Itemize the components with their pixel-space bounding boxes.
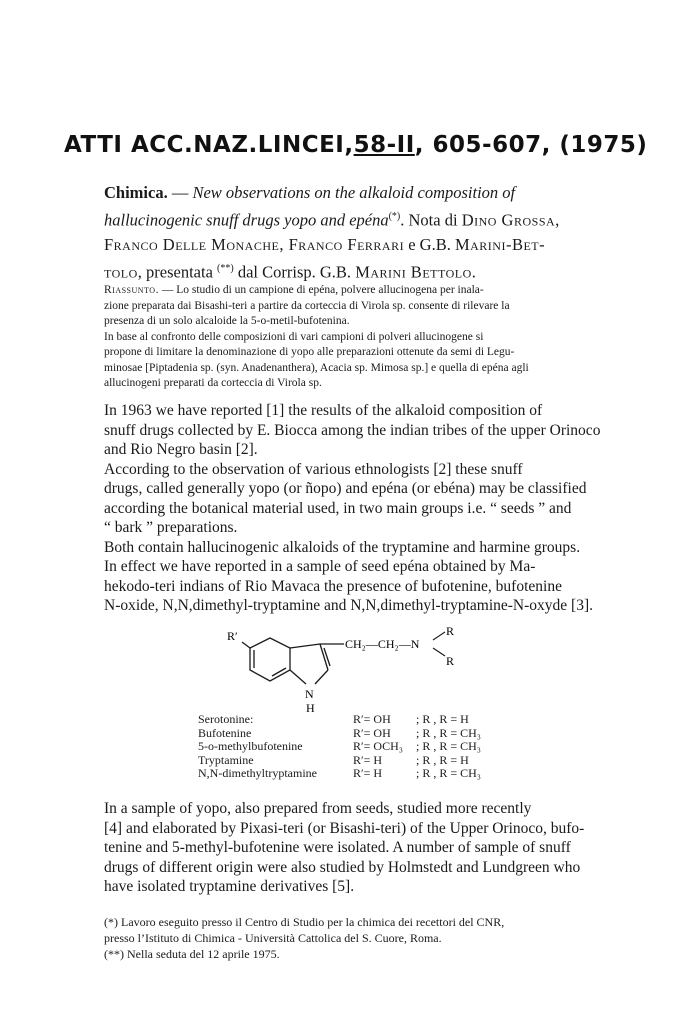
title-part-2: hallucinogenic snuff drugs yopo and epéna [104,210,389,230]
riassunto-line [104,283,620,299]
body-line: drugs of different origin were also studied by Holmstedt and Lundgreen who [104,858,581,876]
side-chain-label: CH₂—CH₂—N [345,637,420,651]
body-line: tenine and 5-methyl-bufotenine were isolated. A number of sample of snuff [104,839,571,856]
r-value: ; R , R = CH₃ [416,739,481,753]
author-4: e G.B. [404,234,455,254]
heading-line-2 [104,205,624,233]
table-row [198,754,481,768]
body-line: [4] and elaborated by Pixasi-teri (or Bisashi-teri) of the Upper Orinoco, bufo- [104,819,585,837]
heading-line-4 [104,257,624,285]
amine-bonds [433,632,445,656]
r-value: ; R , R = CH₃ [416,766,481,780]
r-prime-label: R′ [227,629,238,643]
r-top-label: R [446,626,455,638]
r-prime-value: R′= H [353,752,383,767]
body-line: and Rio Negro basin [2]. [104,441,258,458]
body-text-2 [104,799,620,897]
body-line: snuff drugs collected by E. Biocca among the indian tribes of the upper Orinoco [104,421,601,439]
riassunto-abstract [104,283,620,392]
body-line: have isolated tryptamine derivatives [5]. [104,878,355,895]
r-prime-value: R′= OCH₃ [353,739,403,753]
nota-di: . Nota di [400,210,462,230]
table-row [198,727,481,741]
riassunto-line: presenza di un solo alcaloide la 5-o-metil-bufotenina. [104,315,350,327]
table-row [198,713,481,727]
hw-volume: 58-II [353,132,415,158]
r-bottom-label: R [446,654,455,668]
riassunto-text: — Lo studio di un campione di epéna, polvere allucinogena per inala- [158,284,484,296]
heading-line-3 [104,233,624,257]
footnote-mark-1: (*) [388,211,401,222]
r-prime-value: R′= H [353,766,383,780]
body-line: “ bark ” preparations. [104,519,238,536]
riassunto-line: propone di limitare la denominazione di yopo alle preparazioni ottenute da semi di Legu- [104,346,515,358]
body-line: In 1963 we have reported [1] the results of the alkaloid composition of [104,402,543,419]
footnote-1: (*) Lavoro eseguito presso il Centro di Studio per la chimica dei recettori del CNR, [104,915,505,929]
table-row [198,740,481,754]
indole-n-label: N [305,687,314,701]
r-value: ; R , R = H [416,752,469,767]
body-line: according the botanical material used, in two main groups i.e. “ seeds ” and [104,499,572,517]
body-line: In effect we have reported in a sample of seed epéna obtained by Ma- [104,558,536,575]
r-value: ; R , R = H [416,712,469,726]
benzene-ring [242,638,290,681]
authors-2-3: Franco Delle Monache, Franco Ferrari [104,234,405,254]
presenter: Marini Bettolo. [355,262,477,281]
table-row [198,767,481,781]
compound-name: Tryptamine [198,752,254,767]
compound-name: Bufotenine [198,725,252,740]
pyrrole-ring [290,644,344,684]
compounds-table [198,713,481,781]
riassunto-line: In base al confronto delle composizioni di vari campioni di polveri allucinogene si [104,330,484,343]
title-part-1: New observations on the alkaloid composition of [192,183,516,202]
corrisp: dal Corrisp. G.B. [233,262,356,281]
heading-line-1 [104,181,624,205]
indole-h-label: H [306,701,315,715]
riassunto-label: Riassunto. [104,284,159,296]
r-value: ; R , R = CH₃ [416,725,481,740]
body-line: According to the observation of various ethnologists [2] these snuff [104,460,523,478]
hw-pages-year: , 605-607, (1975) [414,132,648,158]
footnotes [104,914,620,962]
section-label: Chimica. [104,183,168,202]
author-4-surname: Marini-Bet- [454,234,546,254]
body-line: drugs, called generally yopo (or ñopo) and epéna (or ebéna) may be classified [104,480,587,497]
body-line: hekodo-teri indians of Rio Mavaca the presence of bufotenine, bufotenine [104,577,562,595]
compound-name: 5-o-methylbufotenine [198,739,303,753]
riassunto-line: zione preparata dai Bisashi-teri a partire da corteccia di Virola sp. consente di rilevare la [104,299,510,312]
body-line: N-oxide, N,N,dimethyl-tryptamine and N,N,dimethyl-tryptamine-N-oxyde [3]. [104,597,593,614]
author-4-surname-end: tolo [104,262,138,281]
riassunto-line: allucinogeni preparati da corteccia di Virola sp. [104,377,322,389]
dash: — [167,183,193,202]
presentata: , presentata [137,262,218,281]
r-prime-value: R′= OH [353,725,391,740]
handwritten-citation [64,132,647,158]
compound-name: Serotonine: [198,712,254,726]
body-line: Both contain hallucinogenic alkaloids of the tryptamine and harmine groups. [104,538,581,556]
riassunto-line: minosae [Piptadenia sp. (syn. Anadenanthera), Acacia sp. Mimosa sp.] e quella di epéna agli [104,361,529,374]
author-1: Dino Grossa, [461,210,560,230]
article-heading [104,181,624,284]
footnote-mark-2: (**) [217,262,234,274]
footnote-1-cont: presso l’Istituto di Chimica - Università Cattolica del S. Cuore, Roma. [104,931,442,945]
tryptamine-structure-diagram [220,626,480,716]
r-prime-value: R′= OH [353,712,391,726]
compound-name: N,N-dimethyltryptamine [198,766,317,780]
body-line: In a sample of yopo, also prepared from seeds, studied more recently [104,800,532,817]
body-text-1 [104,401,620,616]
footnote-2: (**) Nella seduta del 12 aprile 1975. [104,947,280,961]
hw-journal: ATTI ACC.NAZ.LINCEI, [64,132,354,158]
